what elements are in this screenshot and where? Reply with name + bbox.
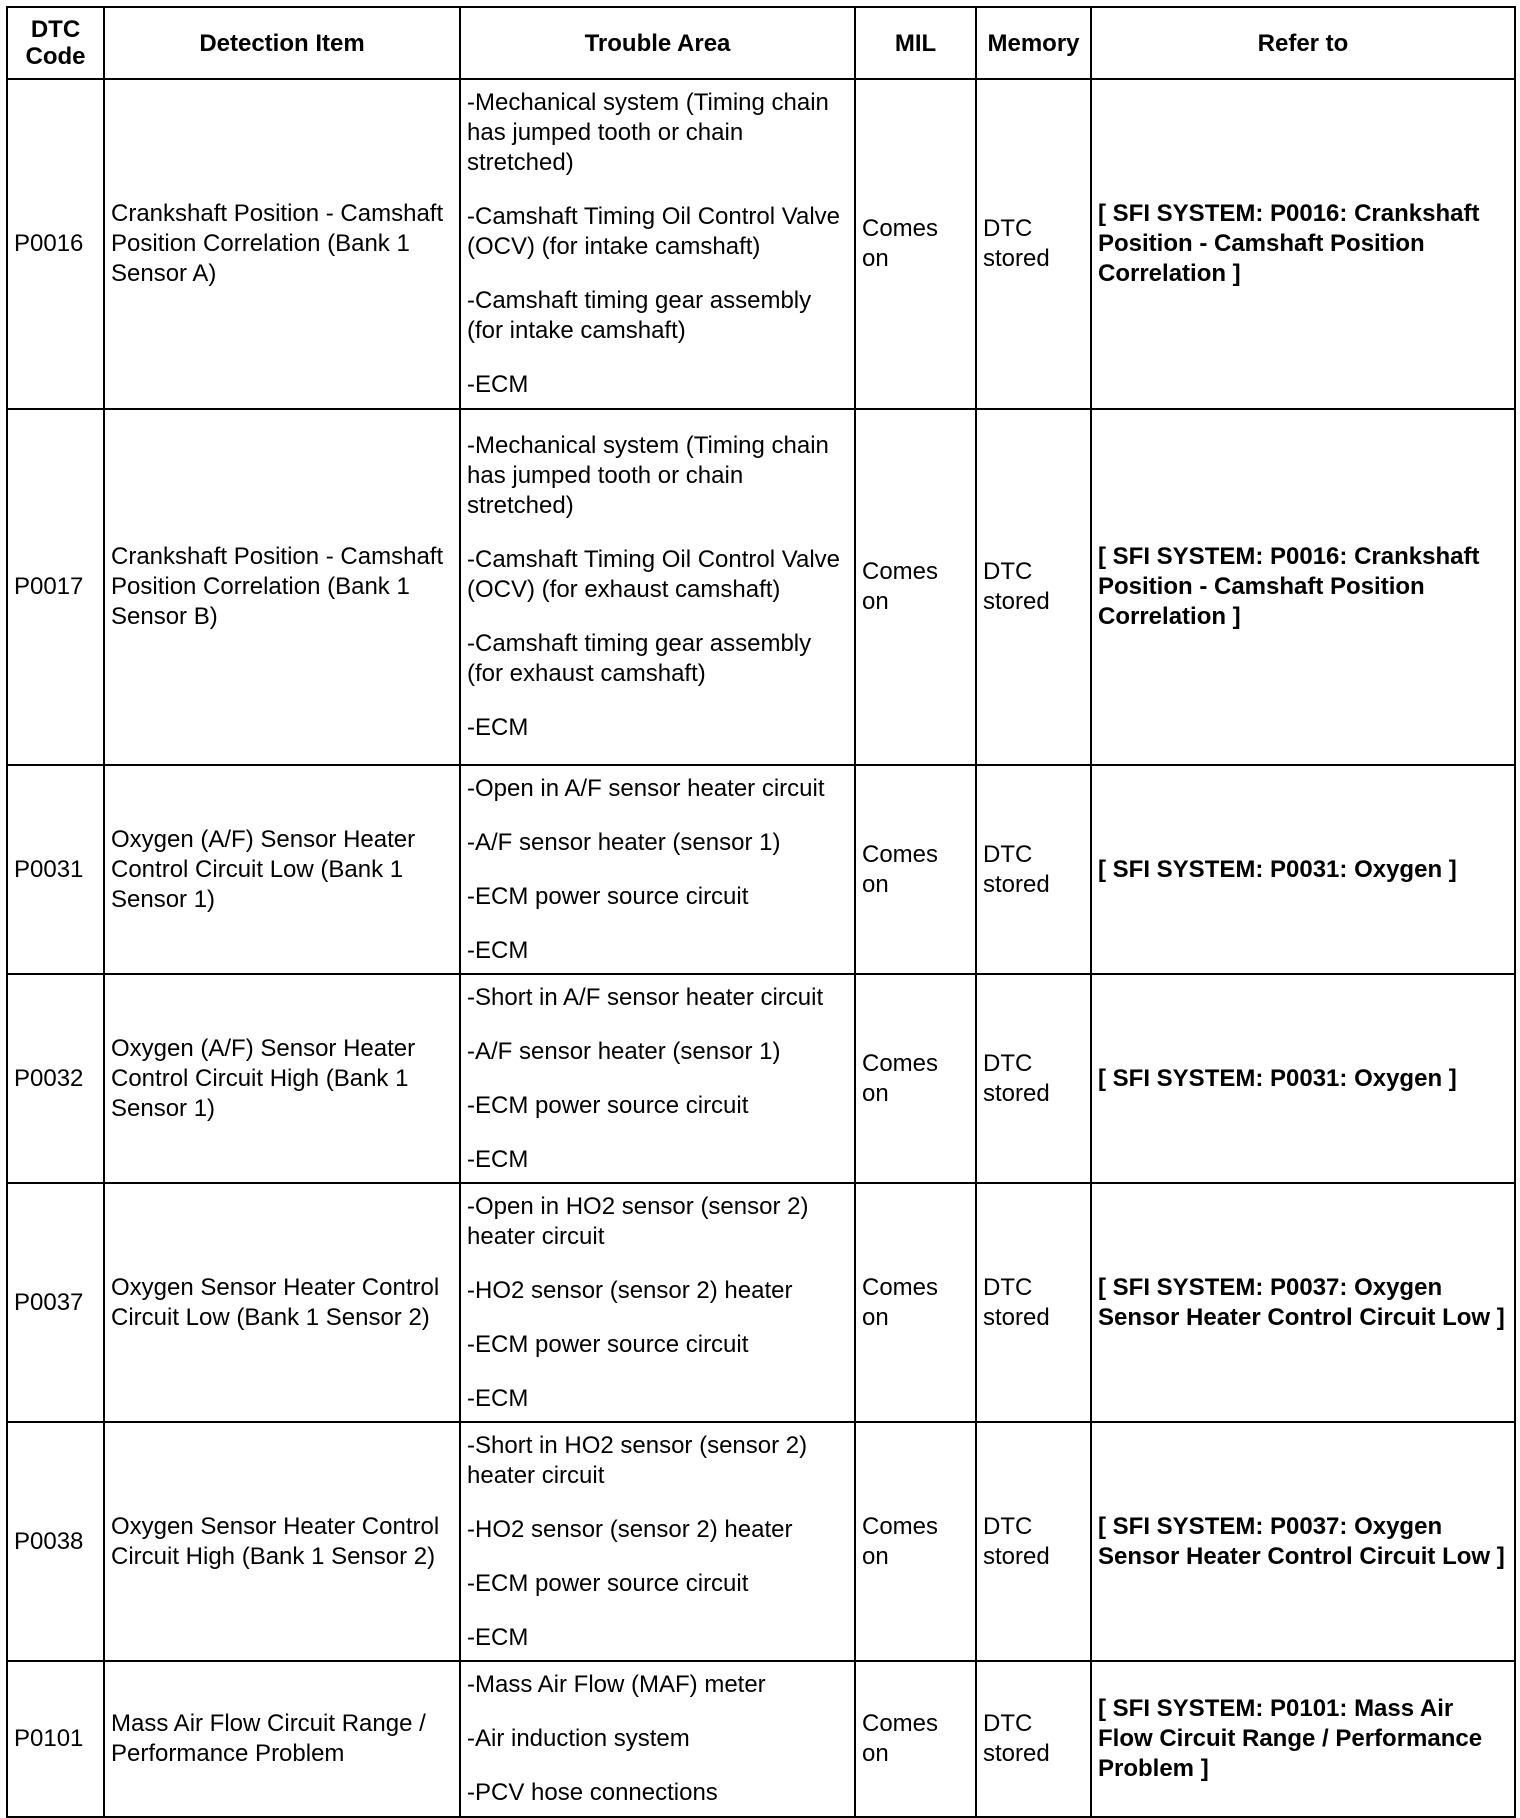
trouble-area-cell	[460, 79, 855, 409]
refer-to-cell: [ SFI SYSTEM: P0016: Crankshaft Position - Camshaft Position Correlation ]	[1091, 79, 1515, 409]
refer-to-cell: [ SFI SYSTEM: P0037: Oxygen Sensor Heater Control Circuit Low ]	[1091, 1183, 1515, 1422]
memory-cell: DTC stored	[976, 409, 1091, 765]
refer-to-cell: [ SFI SYSTEM: P0016: Crankshaft Position - Camshaft Position Correlation ]	[1091, 409, 1515, 765]
detection-item-cell: Crankshaft Position - Camshaft Position Correlation (Bank 1 Sensor B)	[104, 409, 460, 765]
trouble-area-cell	[460, 1183, 855, 1422]
trouble-area-item: -Mechanical system (Timing chain has jumped tooth or chain stretched)	[467, 432, 829, 519]
trouble-area-item: -A/F sensor heater (sensor 1)	[467, 828, 781, 856]
detection-item-cell: Oxygen (A/F) Sensor Heater Control Circuit Low (Bank 1 Sensor 1)	[104, 765, 460, 974]
trouble-area-item: -PCV hose connections	[467, 1779, 718, 1806]
memory-cell: DTC stored	[976, 1422, 1091, 1661]
table-body	[7, 79, 1515, 1817]
trouble-area-item: -A/F sensor heater (sensor 1)	[467, 1037, 781, 1065]
trouble-area-item: -Open in HO2 sensor (sensor 2) heater circuit	[467, 1192, 809, 1250]
trouble-area-item: -ECM	[467, 1145, 529, 1173]
memory-cell: DTC stored	[976, 1661, 1091, 1817]
mil-cell: Comes on	[855, 765, 976, 974]
dtc-code-cell: P0038	[7, 1422, 104, 1661]
trouble-area-item: -ECM	[467, 714, 529, 741]
memory-cell: DTC stored	[976, 974, 1091, 1183]
dtc-code-cell: P0101	[7, 1661, 104, 1817]
trouble-area-item: -ECM	[467, 936, 529, 964]
header-trouble-area: Trouble Area	[460, 7, 855, 79]
table-row	[7, 974, 1515, 1183]
dtc-code-cell: P0017	[7, 409, 104, 765]
trouble-area-cell	[460, 974, 855, 1183]
trouble-area-item: -Open in A/F sensor heater circuit	[467, 774, 825, 802]
mil-cell: Comes on	[855, 1183, 976, 1422]
header-detection-item: Detection Item	[104, 7, 460, 79]
trouble-area-item: -Mass Air Flow (MAF) meter	[467, 1671, 766, 1698]
trouble-area-item: -ECM	[467, 1623, 529, 1651]
dtc-code-cell: P0032	[7, 974, 104, 1183]
header-mil: MIL	[855, 7, 976, 79]
trouble-area-item: -ECM power source circuit	[467, 1569, 749, 1597]
table-row	[7, 1422, 1515, 1661]
trouble-area-cell	[460, 1661, 855, 1817]
detection-item-cell: Oxygen (A/F) Sensor Heater Control Circuit High (Bank 1 Sensor 1)	[104, 974, 460, 1183]
detection-item-cell: Mass Air Flow Circuit Range / Performance Problem	[104, 1661, 460, 1817]
trouble-area-cell	[460, 765, 855, 974]
mil-cell: Comes on	[855, 1661, 976, 1817]
refer-to-cell: [ SFI SYSTEM: P0031: Oxygen ]	[1091, 765, 1515, 974]
table-row	[7, 409, 1515, 765]
header-memory: Memory	[976, 7, 1091, 79]
memory-cell: DTC stored	[976, 765, 1091, 974]
trouble-area-item: -Air induction system	[467, 1725, 690, 1752]
trouble-area-item: -Short in A/F sensor heater circuit	[467, 983, 824, 1011]
trouble-area-item: -Mechanical system (Timing chain has jumped tooth or chain stretched)	[467, 89, 829, 176]
table-row	[7, 79, 1515, 409]
memory-cell: DTC stored	[976, 79, 1091, 409]
mil-cell: Comes on	[855, 1422, 976, 1661]
trouble-area-item: -Camshaft Timing Oil Control Valve (OCV) (for exhaust camshaft)	[467, 546, 841, 603]
trouble-area-item: -ECM power source circuit	[467, 1091, 749, 1119]
trouble-area-item: -ECM	[467, 1384, 529, 1412]
trouble-area-item: -Camshaft Timing Oil Control Valve (OCV) (for intake camshaft)	[467, 203, 841, 260]
table-row	[7, 765, 1515, 974]
table-row	[7, 1661, 1515, 1817]
mil-cell: Comes on	[855, 79, 976, 409]
refer-to-cell: [ SFI SYSTEM: P0031: Oxygen ]	[1091, 974, 1515, 1183]
mil-cell: Comes on	[855, 409, 976, 765]
trouble-area-item: -ECM power source circuit	[467, 882, 749, 910]
trouble-area-item: -Short in HO2 sensor (sensor 2) heater circuit	[467, 1431, 808, 1489]
trouble-area-item: -HO2 sensor (sensor 2) heater	[467, 1515, 793, 1543]
dtc-table	[6, 6, 1516, 1818]
trouble-area-item: -ECM power source circuit	[467, 1330, 749, 1358]
dtc-code-cell: P0031	[7, 765, 104, 974]
dtc-code-cell: P0016	[7, 79, 104, 409]
refer-to-cell: [ SFI SYSTEM: P0101: Mass Air Flow Circuit Range / Performance Problem ]	[1091, 1661, 1515, 1817]
refer-to-cell: [ SFI SYSTEM: P0037: Oxygen Sensor Heater Control Circuit Low ]	[1091, 1422, 1515, 1661]
header-refer-to: Refer to	[1091, 7, 1515, 79]
dtc-code-cell: P0037	[7, 1183, 104, 1422]
header-dtc-code: DTC Code	[7, 7, 104, 79]
detection-item-cell: Crankshaft Position - Camshaft Position Correlation (Bank 1 Sensor A)	[104, 79, 460, 409]
memory-cell: DTC stored	[976, 1183, 1091, 1422]
table-row	[7, 1183, 1515, 1422]
trouble-area-cell	[460, 1422, 855, 1661]
detection-item-cell: Oxygen Sensor Heater Control Circuit High (Bank 1 Sensor 2)	[104, 1422, 460, 1661]
trouble-area-item: -Camshaft timing gear assembly (for exhaust camshaft)	[467, 630, 812, 687]
mil-cell: Comes on	[855, 974, 976, 1183]
trouble-area-item: -HO2 sensor (sensor 2) heater	[467, 1276, 793, 1304]
detection-item-cell: Oxygen Sensor Heater Control Circuit Low (Bank 1 Sensor 2)	[104, 1183, 460, 1422]
trouble-area-item: -Camshaft timing gear assembly (for intake camshaft)	[467, 287, 812, 344]
trouble-area-item: -ECM	[467, 371, 529, 398]
header-row	[7, 7, 1515, 79]
trouble-area-cell	[460, 409, 855, 765]
